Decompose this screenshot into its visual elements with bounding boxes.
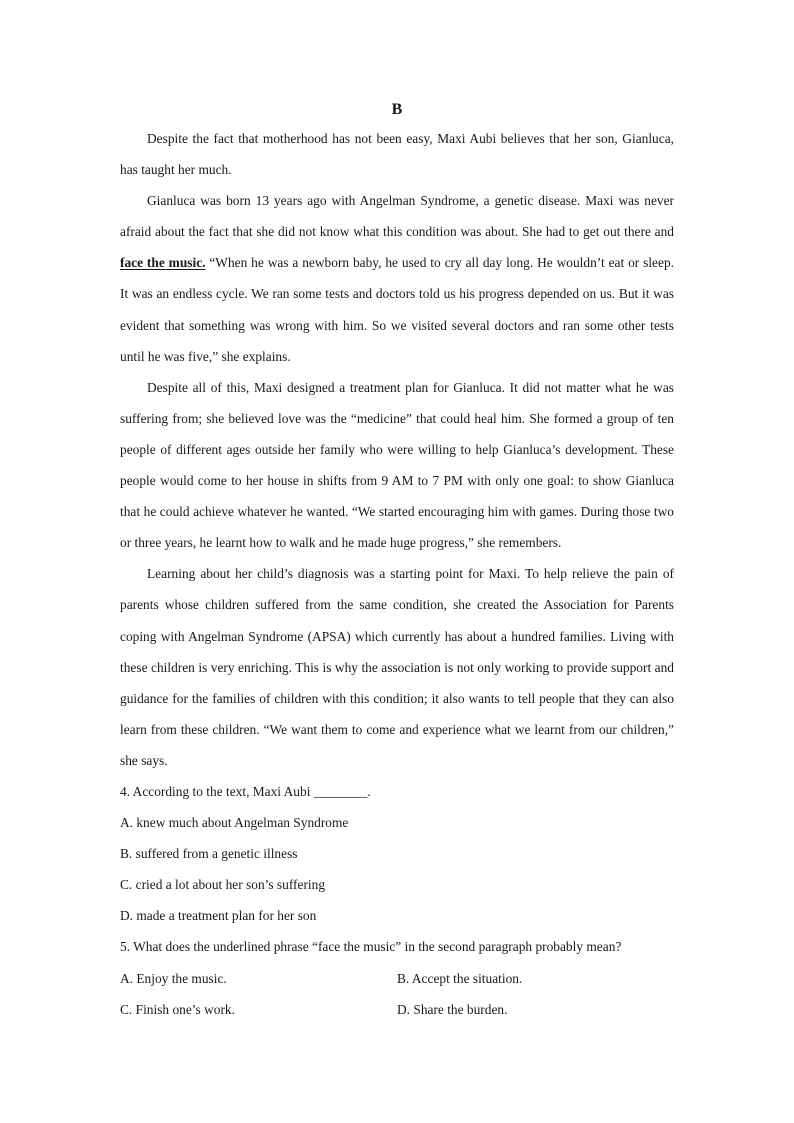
underlined-phrase: face the music. xyxy=(120,255,206,271)
question-5 xyxy=(120,931,674,1024)
passage-paragraph-1: Despite the fact that motherhood has not been easy, Maxi Aubi believes that her son, Gianluca, has taught her much. xyxy=(120,131,674,178)
section-title: B xyxy=(391,101,403,118)
passage-paragraph-3: Despite all of this, Maxi designed a treatment plan for Gianluca. It did not matter what he was suffering from; she believed love was the “medicine” that could heal him. She formed a group of ten people of different ages outside her family who were willing to help Gianluca’s development. These people would come to her house in shifts from 9 AM to 7 PM with only one goal: to show Gianluca that he could achieve whatever he wanted. “We started encouraging him with games. During those two or three years, he learnt how to walk and he made huge progress,” she remembers. xyxy=(120,379,674,551)
paragraph-2-text-before: Gianluca was born 13 years ago with Angelman Syndrome, a genetic disease. Maxi was never afraid about the fact that she did not know what this condition was about. She had to get out there and xyxy=(120,193,674,240)
question-4-option-b: B. suffered from a genetic illness xyxy=(120,846,298,862)
passage-paragraph-2 xyxy=(120,185,674,372)
question-5-options-row-2 xyxy=(120,994,674,1025)
reading-passage xyxy=(120,123,674,776)
question-5-options-row-1 xyxy=(120,963,674,994)
question-5-option-b: B. Accept the situation. xyxy=(397,970,523,986)
document-page xyxy=(120,96,674,1025)
passage-paragraph-4: Learning about her child’s diagnosis was a starting point for Maxi. To help relieve the pain of parents whose children suffered from the same condition, she created the Association for Parents coping with Angelman Syndrome (APSA) which currently has about a hundred families. Living with these children is very enriching. This is why the association is not only working to provide support and guidance for the families of children with this condition; it also wants to tell people that they can also learn from these children. “We want them to come and experience what we learnt from our children,” she says. xyxy=(120,566,674,768)
paragraph-2-text-after: “When he was a newborn baby, he used to cry all day long. He wouldn’t eat or sleep. It was an endless cycle. We ran some tests and doctors told us his progress depended on us. But it was evident that something was wrong with him. So we visited several doctors and ran some other tests until he was five,” she explains. xyxy=(120,255,674,364)
question-4 xyxy=(120,776,674,931)
question-4-option-a: A. knew much about Angelman Syndrome xyxy=(120,815,349,831)
question-4-stem: 4. According to the text, Maxi Aubi ________. xyxy=(120,783,371,799)
question-5-stem: 5. What does the underlined phrase “face the music” in the second paragraph probably mean? xyxy=(120,939,622,955)
question-5-option-c: C. Finish one’s work. xyxy=(120,1001,235,1017)
question-4-option-d: D. made a treatment plan for her son xyxy=(120,908,317,924)
question-5-option-a: A. Enjoy the music. xyxy=(120,970,227,986)
question-5-option-d: D. Share the burden. xyxy=(397,1001,508,1017)
question-4-option-c: C. cried a lot about her son’s suffering xyxy=(120,877,326,893)
